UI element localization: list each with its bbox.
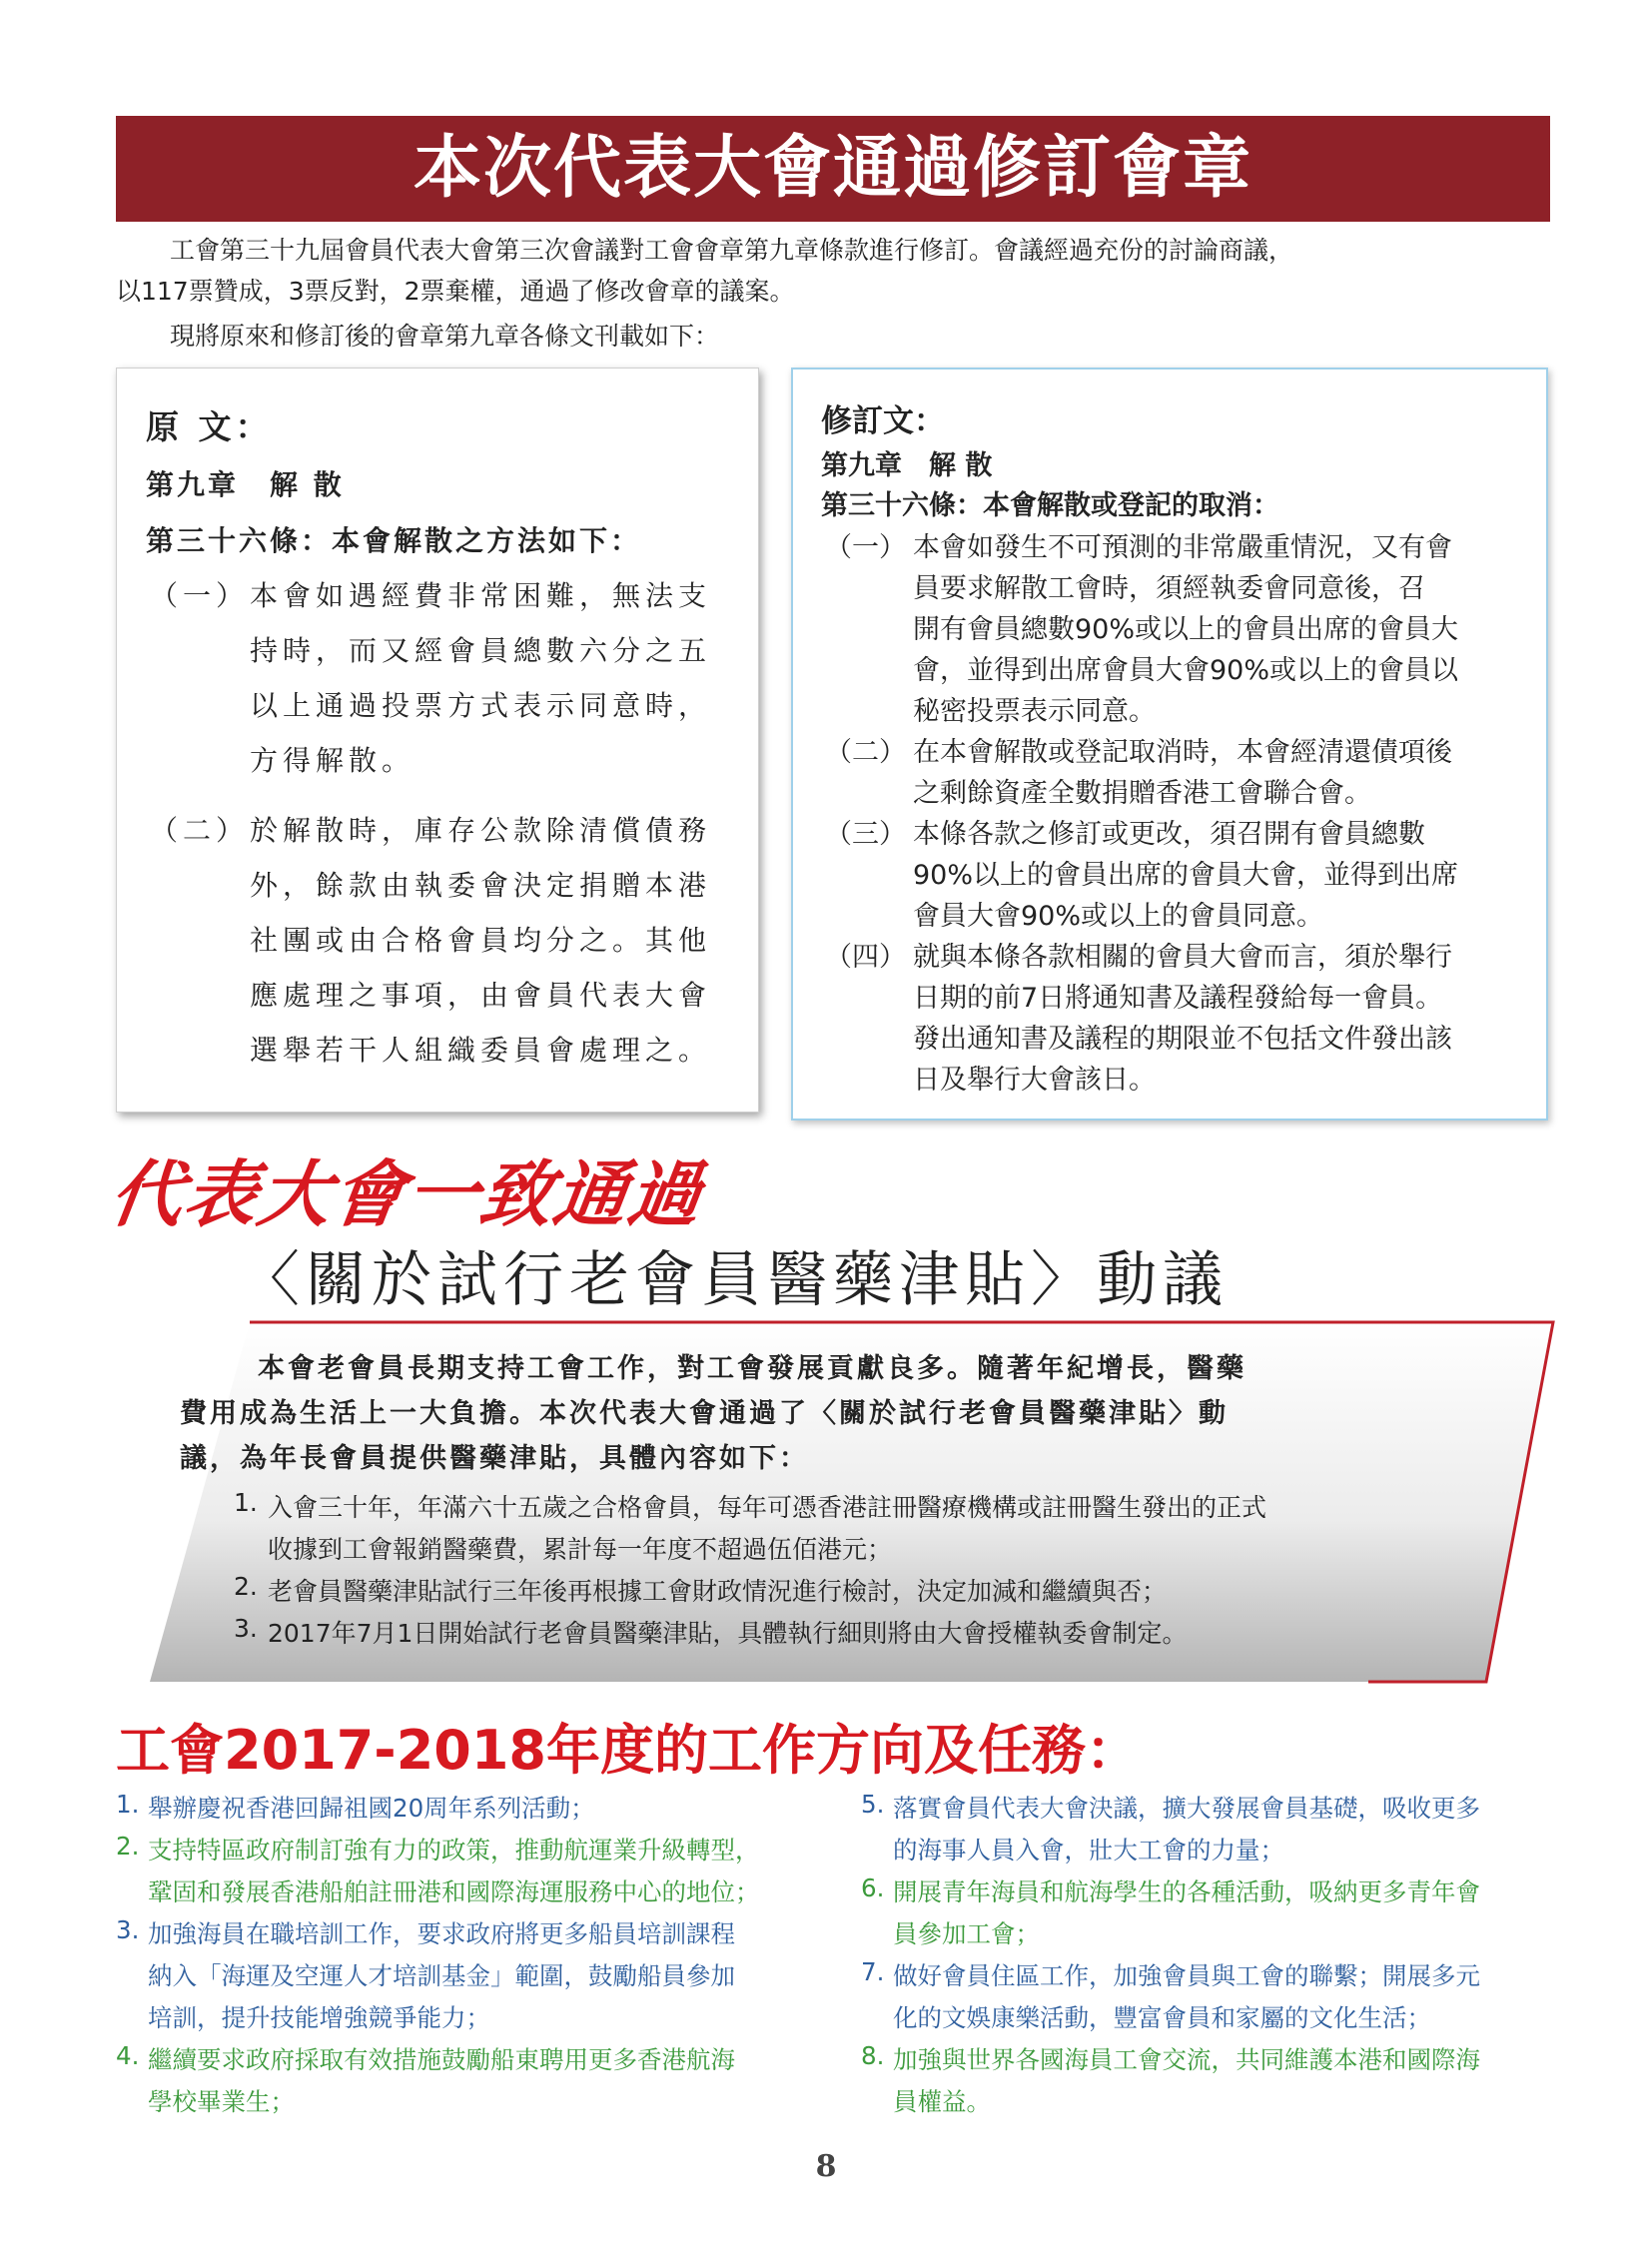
original-item-2-line: 於解散時，庫存公款除清償債務 xyxy=(250,814,712,847)
task-line: 加強海員在職培訓工作，要求政府將更多船員培訓課程 xyxy=(148,1919,735,1948)
original-item-2-line: 應處理之事項，由會員代表大會 xyxy=(250,979,712,1012)
original-heading: 原 文： xyxy=(146,407,273,446)
task-line: 納入「海運及空運人才培訓基金」範圍，鼓勵船員參加 xyxy=(148,1961,735,1990)
task-line: 落實會員代表大會決議，擴大發展會員基礎，吸收更多 xyxy=(893,1794,1480,1823)
task-line: 支持特區政府制訂強有力的政策，推動航運業升級轉型， xyxy=(148,1836,760,1865)
task-number: 5. xyxy=(861,1790,885,1819)
task-number: 8. xyxy=(861,2041,885,2070)
task-number: 1. xyxy=(116,1790,140,1819)
page-number: 8 xyxy=(815,2149,837,2184)
motion-body-line: 議，為年長會員提供醫藥津貼，具體內容如下： xyxy=(180,1443,809,1474)
task-number: 4. xyxy=(116,2041,140,2070)
revised-item-2-line: 之剩餘資產全數捐贈香港工會聯合會。 xyxy=(913,778,1371,809)
task-line: 做好會員住區工作，加強會員與工會的聯繫；開展多元 xyxy=(893,1961,1480,1990)
task-line: 鞏固和發展香港船舶註冊港和國際海運服務中心的地位； xyxy=(148,1877,760,1906)
revised-item-4-line: 日及舉行大會該日。 xyxy=(913,1065,1156,1096)
task-line: 加強與世界各國海員工會交流，共同維護本港和國際海 xyxy=(893,2045,1480,2074)
revised-item-4-line: 發出通知書及議程的期限並不包括文件發出該 xyxy=(913,1024,1452,1055)
motion-item-line: 2017年7月1日開始試行老會員醫藥津貼，具體執行細則將由大會授權執委會制定。 xyxy=(268,1619,1188,1648)
motion-item-number: 3. xyxy=(234,1614,258,1643)
original-item-1-line: 以上通過投票方式表示同意時， xyxy=(250,689,712,722)
revised-item-1-line: 會，並得到出席會員大會90%或以上的會員以 xyxy=(913,655,1459,686)
intro-line-3: 現將原來和修訂後的會章第九章各條文刊載如下： xyxy=(170,322,720,351)
motion-item-line: 入會三十年，年滿六十五歲之合格會員，每年可憑香港註冊醫療機構或註冊醫生發出的正式 xyxy=(268,1493,1267,1522)
revised-item-1-line: 開有會員總數90%或以上的會員出席的會員大 xyxy=(913,614,1459,645)
task-line: 員權益。 xyxy=(893,2087,991,2116)
task-line: 舉辦慶祝香港回歸祖國20周年系列活動； xyxy=(148,1794,595,1823)
original-item-1-line: 方得解散。 xyxy=(250,744,415,777)
original-item-1-marker: （一） xyxy=(150,579,250,612)
revised-item-3-line: 會員大會90%或以上的會員同意。 xyxy=(913,901,1324,932)
task-number: 3. xyxy=(116,1915,140,1944)
revised-item-2-line: 在本會解散或登記取消時，本會經清還債項後 xyxy=(913,737,1452,768)
original-article: 第三十六條：本會解散之方法如下： xyxy=(146,524,642,557)
motion-item-line: 老會員醫藥津貼試行三年後再根據工會財政情況進行檢討，決定加減和繼續與否； xyxy=(268,1577,1168,1606)
revised-article: 第三十六條：本會解散或登記的取消： xyxy=(821,490,1279,521)
original-item-2-line: 社團或由合格會員均分之。其他 xyxy=(250,924,712,957)
original-item-2-line: 外，餘款由執委會決定捐贈本港 xyxy=(250,869,712,902)
motion-item-line: 收據到工會報銷醫藥費，累計每一年度不超過伍佰港元； xyxy=(268,1535,893,1564)
revised-item-1-line: 本會如發生不可預測的非常嚴重情況，又有會 xyxy=(913,532,1452,563)
original-item-1-line: 本會如遇經費非常困難，無法支 xyxy=(250,579,712,612)
revised-item-4-line: 就與本條各款相關的會員大會而言，須於舉行 xyxy=(913,942,1452,973)
original-item-1-line: 持時，而又經會員總數六分之五 xyxy=(250,634,712,667)
revised-chapter: 第九章 解 散 xyxy=(821,450,993,481)
revised-heading: 修訂文： xyxy=(821,403,945,439)
task-line: 培訓，提升技能增強競爭能力； xyxy=(148,2003,490,2032)
original-item-2-line: 選舉若干人組織委員會處理之。 xyxy=(250,1034,712,1067)
intro-line-1: 工會第三十九屆會員代表大會第三次會議對工會會章第九章條款進行修訂。會議經過充份的討論商議， xyxy=(170,236,1294,265)
motion-body-line: 本會老會員長期支持工會工作，對工會發展貢獻良多。隨著年紀增長，醫藥 xyxy=(258,1353,1246,1384)
revised-item-4-marker: （四） xyxy=(825,942,906,973)
motion-item-number: 1. xyxy=(234,1488,258,1517)
intro-line-2: 以117票贊成，3票反對，2票棄權，通過了修改會章的議案。 xyxy=(116,277,795,306)
task-line: 學校畢業生； xyxy=(148,2087,295,2116)
revised-item-3-marker: （三） xyxy=(825,819,906,850)
task-line: 化的文娛康樂活動，豐富會員和家屬的文化生活； xyxy=(893,2003,1431,2032)
motion-headline: 代表大會一致通過 xyxy=(105,1152,709,1236)
original-item-2-marker: （二） xyxy=(150,814,250,847)
revised-item-3-line: 90%以上的會員出席的會員大會，並得到出席 xyxy=(913,860,1459,891)
task-line: 繼續要求政府採取有效措施鼓勵船東聘用更多香港航海 xyxy=(148,2045,735,2074)
revised-item-2-marker: （二） xyxy=(825,737,906,768)
revised-item-4-line: 日期的前7日將通知書及議程發給每一會員。 xyxy=(913,983,1443,1014)
original-chapter: 第九章 解 散 xyxy=(146,468,345,501)
revised-item-1-line: 秘密投票表示同意。 xyxy=(913,696,1156,727)
task-number: 6. xyxy=(861,1873,885,1902)
task-line: 的海事人員入會，壯大工會的力量； xyxy=(893,1836,1284,1865)
task-number: 7. xyxy=(861,1957,885,1986)
task-line: 員參加工會； xyxy=(893,1919,1040,1948)
page-title: 本次代表大會通過修訂會章 xyxy=(413,129,1252,208)
revised-item-1-line: 員要求解散工會時，須經執委會同意後，召 xyxy=(913,573,1425,604)
tasks-heading: 工會2017-2018年度的工作方向及任務： xyxy=(116,1719,1140,1782)
motion-item-number: 2. xyxy=(234,1572,258,1601)
motion-subtitle: 〈關於試行老會員醫藥津貼〉動議 xyxy=(240,1245,1229,1315)
task-line: 開展青年海員和航海學生的各種活動，吸納更多青年會 xyxy=(893,1877,1480,1906)
revised-item-3-line: 本條各款之修訂或更改，須召開有會員總數 xyxy=(913,819,1425,850)
motion-body-line: 費用成為生活上一大負擔。本次代表大會通過了〈關於試行老會員醫藥津貼〉動 xyxy=(180,1398,1229,1429)
revised-item-1-marker: （一） xyxy=(825,532,906,563)
task-number: 2. xyxy=(116,1832,140,1861)
